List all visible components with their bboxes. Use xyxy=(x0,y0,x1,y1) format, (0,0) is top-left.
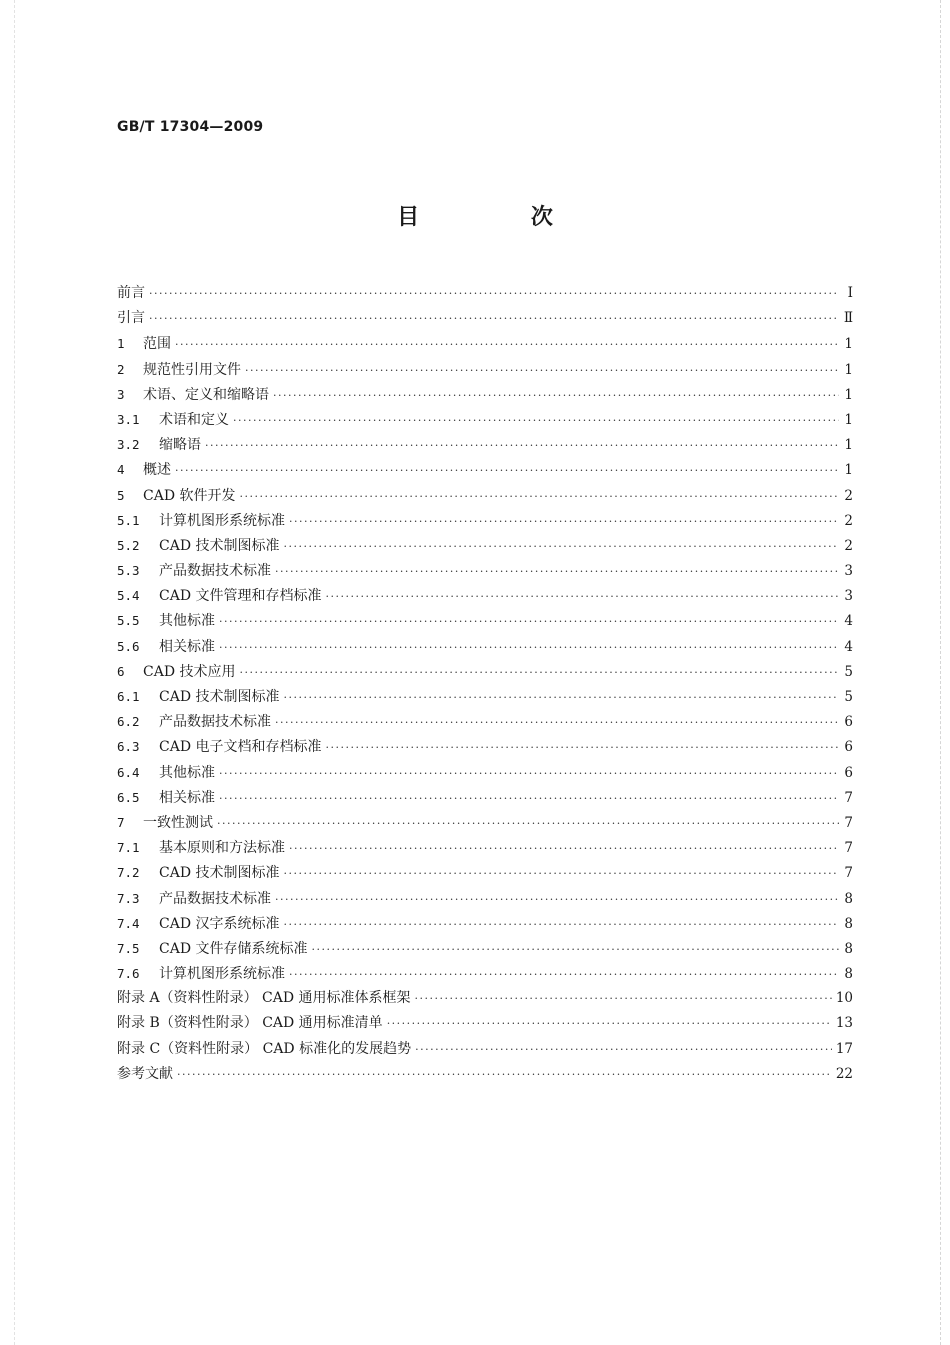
toc-entry-label: CAD 文件管理和存档标准 xyxy=(159,588,322,605)
toc-entry-label: 引言 xyxy=(117,310,145,327)
toc-entry-label: 产品数据技术标准 xyxy=(159,890,271,907)
toc-entry[interactable] xyxy=(117,508,853,533)
toc-title: 目 次 xyxy=(397,205,605,230)
toc-entry-label: 缩略语 xyxy=(159,437,201,454)
toc-dot-leader xyxy=(240,484,840,509)
toc-entry-label: 参考文献 xyxy=(117,1065,173,1082)
toc-dot-leader xyxy=(177,1062,832,1087)
toc-entry-page: 17 xyxy=(835,1040,853,1057)
toc-entry-page: 6 xyxy=(844,714,853,731)
toc-entry-page: 1 xyxy=(844,411,853,428)
toc-entry-label: 产品数据技术标准 xyxy=(159,714,271,731)
toc-dot-leader xyxy=(240,660,840,685)
toc-entry-label: CAD 电子文档和存档标准 xyxy=(159,739,322,756)
toc-entry[interactable] xyxy=(117,785,853,810)
toc-entry-page: 8 xyxy=(844,966,853,983)
toc-dot-leader xyxy=(219,635,839,660)
toc-entry[interactable] xyxy=(117,986,853,1011)
toc-entry-label: 附录 C（资料性附录） CAD 标准化的发展趋势 xyxy=(117,1040,412,1057)
toc-entry-number: 7.4 xyxy=(117,915,140,931)
toc-entry[interactable] xyxy=(117,709,853,734)
toc-entry[interactable] xyxy=(117,1011,853,1036)
toc-dot-leader xyxy=(217,811,839,836)
toc-entry-number: 3.1 xyxy=(117,411,140,427)
toc-entry-label: 基本原则和方法标准 xyxy=(159,840,285,857)
toc-entry-label: CAD 文件存储系统标准 xyxy=(159,940,308,957)
toc-dot-leader xyxy=(275,887,839,912)
toc-entry-label: 术语和定义 xyxy=(159,411,229,428)
toc-entry-label: 附录 B（资料性附录） CAD 通用标准清单 xyxy=(117,1015,383,1032)
toc-entry-label: 其他标准 xyxy=(159,613,215,630)
toc-entry-number: 7.2 xyxy=(117,865,140,881)
toc-dot-leader xyxy=(275,559,839,584)
toc-entry-label: 前言 xyxy=(117,285,145,301)
toc-entry[interactable] xyxy=(117,936,853,961)
toc-entry-label: CAD 汉字系统标准 xyxy=(159,915,280,932)
toc-entry-page: 7 xyxy=(844,814,853,831)
toc-entry-label: 其他标准 xyxy=(159,764,215,781)
toc-entry-page: 4 xyxy=(844,613,853,630)
toc-entry-label: 计算机图形系统标准 xyxy=(159,966,285,983)
toc-entry[interactable] xyxy=(117,1037,853,1062)
toc-dot-leader xyxy=(284,912,840,937)
toc-entry-number: 6 xyxy=(117,663,125,679)
toc-dot-leader xyxy=(205,433,839,458)
toc-entry-label: 附录 A（资料性附录） CAD 通用标准体系框架 xyxy=(117,990,411,1007)
toc-entry-number: 5.3 xyxy=(117,563,140,579)
toc-entry-number: 6.2 xyxy=(117,714,140,730)
toc-entry-label: 概述 xyxy=(143,462,171,479)
toc-entry-number: 5.1 xyxy=(117,512,140,528)
toc-entry-page: Ⅱ xyxy=(843,310,853,327)
toc-entry-page: 1 xyxy=(844,386,853,403)
toc-dot-leader xyxy=(387,1011,832,1036)
toc-dot-leader xyxy=(219,761,839,786)
toc-entry[interactable] xyxy=(117,634,853,659)
toc-dot-leader xyxy=(415,986,832,1011)
toc-entry[interactable] xyxy=(117,810,853,835)
toc-entry-page: 22 xyxy=(835,1065,853,1082)
toc-entry-page: 2 xyxy=(844,537,853,554)
toc-entry-page: 1 xyxy=(844,336,853,353)
toc-entry-page: 7 xyxy=(844,789,853,806)
toc-entry[interactable] xyxy=(117,659,853,684)
toc-entry-page: 10 xyxy=(835,990,853,1007)
toc-entry[interactable] xyxy=(117,835,853,860)
toc-entry-page: 8 xyxy=(844,940,853,957)
toc-dot-leader xyxy=(326,584,840,609)
document-code: GB/T 17304—2009 xyxy=(117,119,264,135)
toc-entry-page: 5 xyxy=(844,663,853,680)
toc-entry[interactable] xyxy=(117,432,853,457)
toc-entry-label: 产品数据技术标准 xyxy=(159,563,271,580)
toc-dot-leader xyxy=(415,1037,832,1062)
toc-entry[interactable] xyxy=(117,382,853,407)
toc-entry-number: 1 xyxy=(117,336,125,352)
toc-entry-number: 6.1 xyxy=(117,689,140,704)
toc-entry[interactable] xyxy=(117,684,853,709)
toc-entry-label: 一致性测试 xyxy=(143,814,213,831)
toc-entry-number: 5.5 xyxy=(117,613,140,629)
toc-dot-leader xyxy=(219,609,839,634)
toc-entry-page: Ⅰ xyxy=(847,285,853,301)
toc-dot-leader xyxy=(284,534,840,559)
toc-entry[interactable] xyxy=(117,734,853,759)
toc-entry[interactable] xyxy=(117,457,853,482)
toc-entry[interactable] xyxy=(117,306,853,331)
toc-entry-number: 6.3 xyxy=(117,739,140,755)
toc-entry-label: 计算机图形系统标准 xyxy=(159,512,285,529)
toc-dot-leader xyxy=(149,281,839,306)
toc-entry-page: 13 xyxy=(835,1015,853,1032)
toc-entry[interactable] xyxy=(117,558,853,583)
toc-entry-page: 8 xyxy=(844,915,853,932)
toc-dot-leader xyxy=(273,383,839,408)
toc-dot-leader xyxy=(233,408,839,433)
toc-entry-page: 7 xyxy=(844,865,853,882)
toc-entry[interactable] xyxy=(117,911,853,936)
table-of-contents xyxy=(117,281,853,1087)
toc-entry-number: 7.1 xyxy=(117,840,140,856)
toc-entry-page: 6 xyxy=(844,739,853,756)
toc-entry[interactable] xyxy=(117,760,853,785)
toc-entry[interactable] xyxy=(117,533,853,558)
toc-entry[interactable] xyxy=(117,860,853,885)
toc-dot-leader xyxy=(289,836,839,861)
toc-entry-number: 7.6 xyxy=(117,966,140,982)
toc-entry[interactable] xyxy=(117,583,853,608)
toc-dot-leader xyxy=(326,735,840,760)
toc-entry-page: 2 xyxy=(844,512,853,529)
toc-entry-number: 4 xyxy=(117,462,125,478)
toc-entry-page: 7 xyxy=(844,840,853,857)
toc-entry-number: 7.5 xyxy=(117,940,140,956)
toc-entry-page: 3 xyxy=(844,588,853,605)
toc-entry-number: 3 xyxy=(117,386,125,402)
toc-entry-label: CAD 技术制图标准 xyxy=(159,537,280,554)
toc-entry[interactable] xyxy=(117,886,853,911)
toc-entry-label: CAD 技术制图标准 xyxy=(159,689,280,705)
toc-dot-leader xyxy=(275,710,839,735)
toc-entry-page: 4 xyxy=(844,638,853,655)
toc-dot-leader xyxy=(284,685,840,710)
toc-entry[interactable] xyxy=(117,331,853,356)
toc-entry-page: 6 xyxy=(844,764,853,781)
toc-entry-label: CAD 技术应用 xyxy=(143,663,236,680)
toc-entry-number: 7.3 xyxy=(117,890,140,906)
toc-entry-number: 2 xyxy=(117,361,125,377)
toc-entry-page: 8 xyxy=(844,890,853,907)
toc-dot-leader xyxy=(175,458,839,483)
toc-entry[interactable] xyxy=(117,1062,853,1087)
toc-entry-number: 7 xyxy=(117,814,125,830)
toc-entry-page: 3 xyxy=(844,563,853,580)
toc-entry-number: 5.6 xyxy=(117,638,140,654)
toc-entry-label: 范围 xyxy=(143,336,171,353)
toc-dot-leader xyxy=(245,358,839,383)
toc-entry-number: 3.2 xyxy=(117,437,140,453)
toc-entry-number: 5.4 xyxy=(117,588,140,604)
toc-entry-label: 相关标准 xyxy=(159,638,215,655)
toc-entry-number: 6.4 xyxy=(117,764,140,780)
toc-entry-page: 1 xyxy=(844,437,853,454)
toc-entry-label: 相关标准 xyxy=(159,789,215,806)
toc-entry-page: 1 xyxy=(844,361,853,378)
toc-entry[interactable] xyxy=(117,281,853,306)
toc-entry[interactable] xyxy=(117,357,853,382)
toc-entry-number: 5 xyxy=(117,487,125,503)
toc-entry[interactable] xyxy=(117,483,853,508)
toc-entry[interactable] xyxy=(117,407,853,432)
toc-entry-page: 1 xyxy=(844,462,853,479)
toc-dot-leader xyxy=(312,937,840,962)
toc-entry-label: CAD 技术制图标准 xyxy=(159,865,280,882)
toc-entry-label: 术语、定义和缩略语 xyxy=(143,386,269,403)
toc-dot-leader xyxy=(289,962,839,987)
toc-dot-leader xyxy=(175,332,839,357)
toc-entry-label: 规范性引用文件 xyxy=(143,361,241,378)
toc-entry-number: 6.5 xyxy=(117,789,140,805)
toc-entry-number: 5.2 xyxy=(117,537,140,553)
toc-dot-leader xyxy=(149,306,839,331)
toc-entry-page: 2 xyxy=(844,487,853,504)
toc-dot-leader xyxy=(284,861,840,886)
toc-entry[interactable] xyxy=(117,961,853,986)
toc-dot-leader xyxy=(289,509,839,534)
toc-dot-leader xyxy=(219,786,839,811)
toc-entry-page: 5 xyxy=(844,689,853,705)
toc-entry[interactable] xyxy=(117,608,853,633)
toc-entry-label: CAD 软件开发 xyxy=(143,487,236,504)
